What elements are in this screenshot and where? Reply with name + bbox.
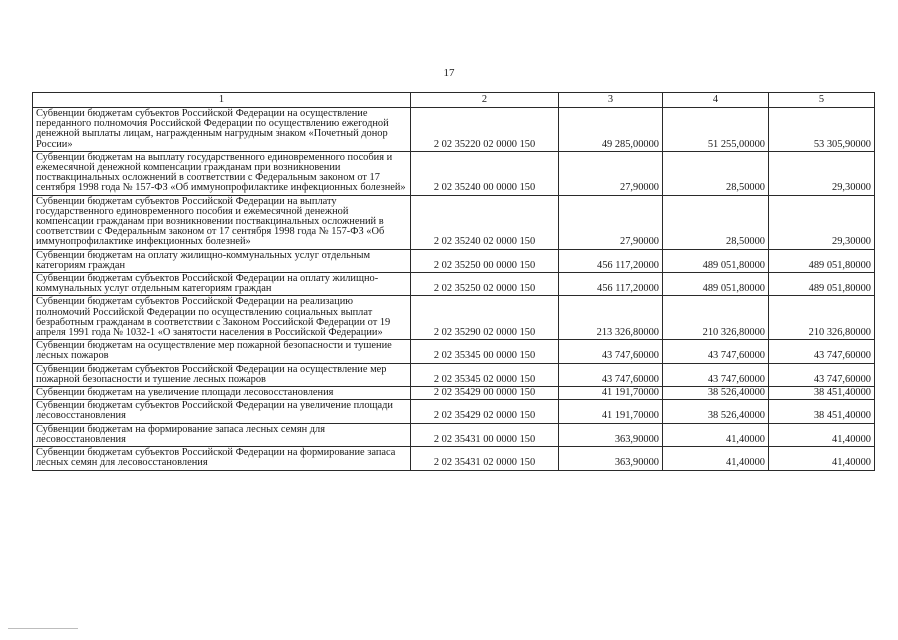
row-name: Субвенции бюджетам на оплату жилищно-коммунальных услуг отдельным категориям граждан (33, 249, 411, 272)
row-value-1: 27,90000 (559, 151, 663, 195)
row-value-1: 213 326,80000 (559, 296, 663, 340)
page-edge-line (8, 628, 78, 629)
table-row (33, 195, 875, 249)
row-value-2: 210 326,80000 (663, 296, 769, 340)
table-row (33, 273, 875, 296)
row-value-3: 29,30000 (769, 151, 875, 195)
row-code: 2 02 35431 00 0000 150 (411, 423, 559, 446)
row-value-3: 43 747,60000 (769, 340, 875, 363)
row-code: 2 02 35429 02 0000 150 (411, 400, 559, 423)
row-value-1: 363,90000 (559, 447, 663, 470)
row-code: 2 02 35345 00 0000 150 (411, 340, 559, 363)
row-value-2: 38 526,40000 (663, 400, 769, 423)
row-name: Субвенции бюджетам субъектов Российской Федерации на формирование запаса лесных семян для лесовосстановления (33, 447, 411, 470)
column-header: 2 (411, 93, 559, 108)
row-value-1: 41 191,70000 (559, 400, 663, 423)
table-row (33, 387, 875, 400)
row-code: 2 02 35429 00 0000 150 (411, 387, 559, 400)
row-value-2: 51 255,00000 (663, 108, 769, 152)
row-name: Субвенции бюджетам на увеличение площади лесовосстановления (33, 387, 411, 400)
row-code: 2 02 35290 02 0000 150 (411, 296, 559, 340)
row-value-1: 363,90000 (559, 423, 663, 446)
row-value-2: 38 526,40000 (663, 387, 769, 400)
row-value-1: 456 117,20000 (559, 249, 663, 272)
column-header: 4 (663, 93, 769, 108)
row-value-2: 43 747,60000 (663, 363, 769, 386)
row-code: 2 02 35220 02 0000 150 (411, 108, 559, 152)
row-value-1: 43 747,60000 (559, 363, 663, 386)
row-value-2: 41,40000 (663, 447, 769, 470)
row-value-1: 43 747,60000 (559, 340, 663, 363)
row-value-2: 28,50000 (663, 195, 769, 249)
table-row (33, 249, 875, 272)
row-code: 2 02 35240 02 0000 150 (411, 195, 559, 249)
row-value-3: 210 326,80000 (769, 296, 875, 340)
row-name: Субвенции бюджетам субъектов Российской Федерации на осуществление переданного полномочия Российской Федерации по осуществлению ежегодной денежной выплаты лицам, награжденным нагрудным знаком «Почетный донор России» (33, 108, 411, 152)
table-row (33, 423, 875, 446)
row-value-1: 41 191,70000 (559, 387, 663, 400)
table-row (33, 400, 875, 423)
row-code: 2 02 35240 00 0000 150 (411, 151, 559, 195)
table-row (33, 108, 875, 152)
row-value-2: 43 747,60000 (663, 340, 769, 363)
row-code: 2 02 35431 02 0000 150 (411, 447, 559, 470)
column-header: 3 (559, 93, 663, 108)
row-value-2: 41,40000 (663, 423, 769, 446)
row-name: Субвенции бюджетам субъектов Российской Федерации на увеличение площади лесовосстановления (33, 400, 411, 423)
row-code: 2 02 35250 00 0000 150 (411, 249, 559, 272)
row-value-3: 489 051,80000 (769, 273, 875, 296)
row-value-2: 489 051,80000 (663, 273, 769, 296)
table-row (33, 151, 875, 195)
row-name: Субвенции бюджетам на осуществление мер пожарной безопасности и тушение лесных пожаров (33, 340, 411, 363)
row-value-1: 49 285,00000 (559, 108, 663, 152)
column-header: 1 (33, 93, 411, 108)
table-row (33, 340, 875, 363)
table-header-row (33, 93, 875, 108)
row-value-1: 27,90000 (559, 195, 663, 249)
row-value-3: 53 305,90000 (769, 108, 875, 152)
row-value-2: 28,50000 (663, 151, 769, 195)
row-value-1: 456 117,20000 (559, 273, 663, 296)
row-value-3: 489 051,80000 (769, 249, 875, 272)
row-name: Субвенции бюджетам субъектов Российской Федерации на реализацию полномочий Российской Федерации по осуществлению социальных выплат безработным гражданам в соответствии с Законом Российской Федерации от 19 апреля 1991 года № 1032-1 «О занятости населения в Российской Федерации» (33, 296, 411, 340)
table-row (33, 447, 875, 470)
table-row (33, 363, 875, 386)
row-name: Субвенции бюджетам субъектов Российской Федерации на выплату государственного единовременного пособия и ежемесячной денежной компенсации гражданам при возникновении поствакцинальных осложнений в соответствии с Федеральным законом от 17 сентября 1998 года № 157-ФЗ «Об иммунопрофилактике инфекционных болезней» (33, 195, 411, 249)
row-value-3: 29,30000 (769, 195, 875, 249)
column-header: 5 (769, 93, 875, 108)
row-name: Субвенции бюджетам субъектов Российской Федерации на осуществление мер пожарной безопасности и тушение лесных пожаров (33, 363, 411, 386)
row-code: 2 02 35250 02 0000 150 (411, 273, 559, 296)
row-value-3: 41,40000 (769, 447, 875, 470)
row-value-3: 43 747,60000 (769, 363, 875, 386)
row-name: Субвенции бюджетам субъектов Российской Федерации на оплату жилищно-коммунальных услуг отдельным категориям граждан (33, 273, 411, 296)
row-name: Субвенции бюджетам на выплату государственного единовременного пособия и ежемесячной денежной компенсации гражданам при возникновении поствакцинальных осложнений в соответствии с Федеральным законом от 17 сентября 1998 года № 157-ФЗ «Об иммунопрофилактике инфекционных болезней» (33, 151, 411, 195)
table-row (33, 296, 875, 340)
page-number: 17 (443, 67, 455, 79)
row-name: Субвенции бюджетам на формирование запаса лесных семян для лесовосстановления (33, 423, 411, 446)
row-value-3: 38 451,40000 (769, 387, 875, 400)
budget-table (32, 92, 875, 471)
row-value-2: 489 051,80000 (663, 249, 769, 272)
row-code: 2 02 35345 02 0000 150 (411, 363, 559, 386)
row-value-3: 38 451,40000 (769, 400, 875, 423)
row-value-3: 41,40000 (769, 423, 875, 446)
